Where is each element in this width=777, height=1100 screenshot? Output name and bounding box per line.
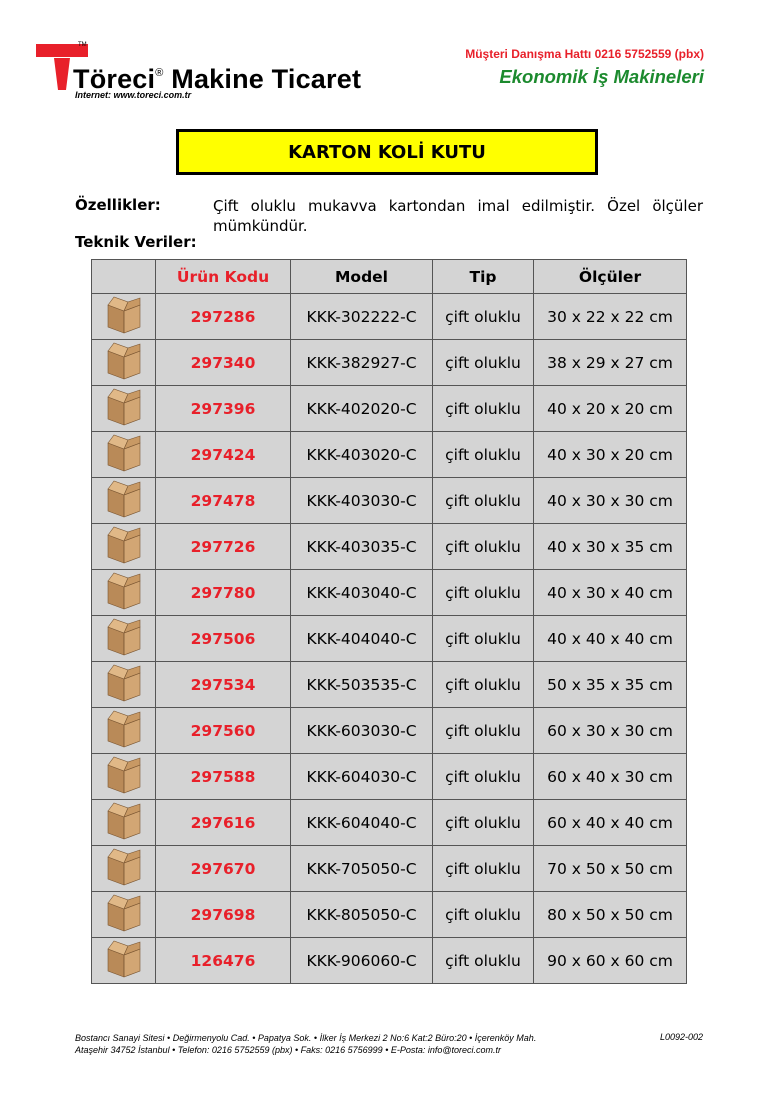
box-open-icon bbox=[92, 709, 155, 753]
product-code: 297670 bbox=[156, 846, 291, 892]
product-image bbox=[92, 708, 156, 754]
product-code: 297698 bbox=[156, 892, 291, 938]
product-model: KKK-805050-C bbox=[291, 892, 433, 938]
product-code: 297616 bbox=[156, 800, 291, 846]
product-dimensions: 60 x 30 x 30 cm bbox=[534, 708, 687, 754]
features-text: Çift oluklu mukavva kartondan imal edilmiştir. Özel ölçüler mümkündür. bbox=[213, 197, 703, 235]
product-code: 297478 bbox=[156, 478, 291, 524]
product-code: 297560 bbox=[156, 708, 291, 754]
product-type: çift oluklu bbox=[433, 386, 534, 432]
product-dimensions: 40 x 30 x 40 cm bbox=[534, 570, 687, 616]
box-open-icon bbox=[92, 801, 155, 845]
product-code: 297534 bbox=[156, 662, 291, 708]
product-type: çift oluklu bbox=[433, 478, 534, 524]
product-dimensions: 80 x 50 x 50 cm bbox=[534, 892, 687, 938]
trademark-mark: TM bbox=[78, 42, 87, 48]
product-model: KKK-604030-C bbox=[291, 754, 433, 800]
footer-line-1: Bostancı Sanayi Sitesi • Değirmenyolu Cad. • Papatya Sok. • İlker İş Merkezi 2 No:6 Kat:2 Büro:20 • İçerenköy Mah. bbox=[75, 1033, 537, 1043]
page-title: KARTON KOLİ KUTU bbox=[176, 129, 598, 175]
table-row bbox=[92, 432, 687, 478]
product-type: çift oluklu bbox=[433, 570, 534, 616]
table-row bbox=[92, 386, 687, 432]
product-type: çift oluklu bbox=[433, 754, 534, 800]
product-code: 297588 bbox=[156, 754, 291, 800]
product-image bbox=[92, 478, 156, 524]
product-model: KKK-503535-C bbox=[291, 662, 433, 708]
product-model: KKK-302222-C bbox=[291, 294, 433, 340]
product-type: çift oluklu bbox=[433, 800, 534, 846]
product-dimensions: 40 x 30 x 30 cm bbox=[534, 478, 687, 524]
box-open-icon bbox=[92, 525, 155, 569]
table-row bbox=[92, 524, 687, 570]
product-model: KKK-403020-C bbox=[291, 432, 433, 478]
product-model: KKK-603030-C bbox=[291, 708, 433, 754]
product-image bbox=[92, 570, 156, 616]
product-type: çift oluklu bbox=[433, 616, 534, 662]
product-code: 297396 bbox=[156, 386, 291, 432]
product-dimensions: 40 x 30 x 20 cm bbox=[534, 432, 687, 478]
product-dimensions: 90 x 60 x 60 cm bbox=[534, 938, 687, 984]
table-row bbox=[92, 616, 687, 662]
footer-line-2: Ataşehir 34752 İstanbul • Telefon: 0216 5752559 (pbx) • Faks: 0216 5756999 • E-Posta: info@toreci.com.tr bbox=[75, 1045, 502, 1055]
product-image bbox=[92, 340, 156, 386]
customer-hotline: Müşteri Danışma Hattı 0216 5752559 (pbx) bbox=[465, 47, 704, 61]
product-model: KKK-403035-C bbox=[291, 524, 433, 570]
product-code: 126476 bbox=[156, 938, 291, 984]
product-type: çift oluklu bbox=[433, 662, 534, 708]
product-image bbox=[92, 524, 156, 570]
product-type: çift oluklu bbox=[433, 892, 534, 938]
product-image bbox=[92, 938, 156, 984]
technical-data-label: Teknik Veriler: bbox=[75, 233, 197, 251]
product-model: KKK-402020-C bbox=[291, 386, 433, 432]
box-open-icon bbox=[92, 847, 155, 891]
product-image bbox=[92, 846, 156, 892]
table-row bbox=[92, 938, 687, 984]
product-image bbox=[92, 294, 156, 340]
product-code: 297726 bbox=[156, 524, 291, 570]
table-row bbox=[92, 294, 687, 340]
table-row bbox=[92, 754, 687, 800]
product-image bbox=[92, 754, 156, 800]
product-model: KKK-906060-C bbox=[291, 938, 433, 984]
website-url[interactable]: Internet: www.toreci.com.tr bbox=[75, 90, 192, 100]
table-row bbox=[92, 708, 687, 754]
product-code: 297340 bbox=[156, 340, 291, 386]
product-dimensions: 40 x 40 x 40 cm bbox=[534, 616, 687, 662]
box-open-icon bbox=[92, 755, 155, 799]
table-row bbox=[92, 340, 687, 386]
product-image bbox=[92, 800, 156, 846]
header-type: Tip bbox=[433, 260, 534, 294]
product-type: çift oluklu bbox=[433, 524, 534, 570]
table-row bbox=[92, 478, 687, 524]
product-image bbox=[92, 386, 156, 432]
product-dimensions: 50 x 35 x 35 cm bbox=[534, 662, 687, 708]
product-model: KKK-404040-C bbox=[291, 616, 433, 662]
table-row bbox=[92, 846, 687, 892]
product-dimensions: 30 x 22 x 22 cm bbox=[534, 294, 687, 340]
box-open-icon bbox=[92, 341, 155, 385]
product-dimensions: 70 x 50 x 50 cm bbox=[534, 846, 687, 892]
product-type: çift oluklu bbox=[433, 294, 534, 340]
table-header-row bbox=[92, 260, 687, 294]
product-type: çift oluklu bbox=[433, 340, 534, 386]
product-type: çift oluklu bbox=[433, 432, 534, 478]
box-open-icon bbox=[92, 663, 155, 707]
product-image bbox=[92, 892, 156, 938]
table-row bbox=[92, 800, 687, 846]
product-dimensions: 40 x 20 x 20 cm bbox=[534, 386, 687, 432]
product-model: KKK-403040-C bbox=[291, 570, 433, 616]
box-open-icon bbox=[92, 571, 155, 615]
product-model: KKK-382927-C bbox=[291, 340, 433, 386]
box-open-icon bbox=[92, 387, 155, 431]
product-type: çift oluklu bbox=[433, 846, 534, 892]
product-code: 297286 bbox=[156, 294, 291, 340]
table-row bbox=[92, 892, 687, 938]
product-model: KKK-705050-C bbox=[291, 846, 433, 892]
product-dimensions: 38 x 29 x 27 cm bbox=[534, 340, 687, 386]
slogan: Ekonomik İş Makineleri bbox=[499, 66, 704, 87]
product-dimensions: 40 x 30 x 35 cm bbox=[534, 524, 687, 570]
box-open-icon bbox=[92, 939, 155, 983]
box-open-icon bbox=[92, 295, 155, 339]
product-table bbox=[91, 259, 687, 984]
product-dimensions: 60 x 40 x 30 cm bbox=[534, 754, 687, 800]
product-model: KKK-604040-C bbox=[291, 800, 433, 846]
product-type: çift oluklu bbox=[433, 938, 534, 984]
header-image bbox=[92, 260, 156, 294]
header-product-code: Ürün Kodu bbox=[156, 260, 291, 294]
table-row bbox=[92, 570, 687, 616]
product-code: 297506 bbox=[156, 616, 291, 662]
brand-name: Töreci® Makine Ticaret bbox=[73, 64, 362, 94]
box-open-icon bbox=[92, 893, 155, 937]
product-code: 297424 bbox=[156, 432, 291, 478]
box-open-icon bbox=[92, 479, 155, 523]
table-row bbox=[92, 662, 687, 708]
product-type: çift oluklu bbox=[433, 708, 534, 754]
document-code: L0092-002 bbox=[659, 1032, 703, 1042]
box-open-icon bbox=[92, 433, 155, 477]
product-image bbox=[92, 432, 156, 478]
header-model: Model bbox=[291, 260, 433, 294]
product-model: KKK-403030-C bbox=[291, 478, 433, 524]
box-open-icon bbox=[92, 617, 155, 661]
footer-address bbox=[75, 1032, 536, 1056]
features-label: Özellikler: bbox=[75, 196, 161, 214]
header-dimensions: Ölçüler bbox=[534, 260, 687, 294]
product-image bbox=[92, 662, 156, 708]
product-dimensions: 60 x 40 x 40 cm bbox=[534, 800, 687, 846]
product-code: 297780 bbox=[156, 570, 291, 616]
product-image bbox=[92, 616, 156, 662]
